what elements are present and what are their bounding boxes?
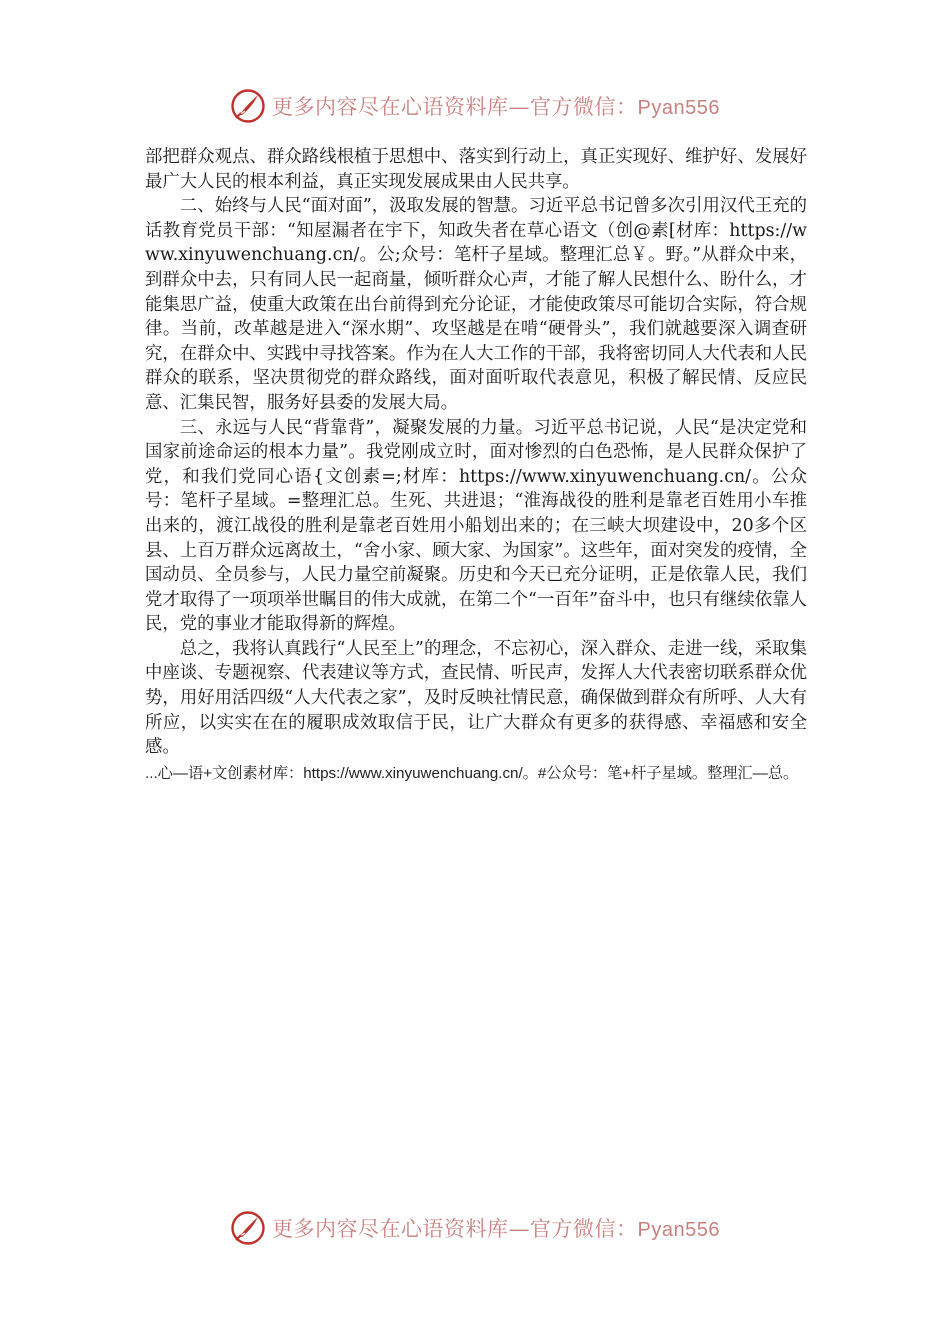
header-wechat-id: Pyan556: [637, 97, 720, 119]
document-body: [145, 145, 807, 786]
source-footnote: ...心—语+文创素材库：https://www.xinyuwenchuang.cn/。#公众号：笔+杆子星域。整理汇—总。: [145, 764, 799, 782]
footer-wechat-id: Pyan556: [637, 1219, 720, 1241]
paragraph-section-three: 三、永远与人民“背靠背”，凝聚发展的力量。习近平总书记说，人民“是决定党和国家前途命运的根本力量”。我党刚成立时，面对惨烈的白色恐怖，是人民群众保护了党，和我们党同心语{文创素=;材库：https://www.xinyuwenchuang.cn/。公众号：笔杆子星域。=整理汇总。生死、共进退；“淮海战役的胜利是靠老百姓用小车推出来的，渡江战役的胜利是靠老百姓用小船划出来的；在三峡大坝建设中，20多个区县、上百万群众远离故土，“舍小家、顾大家、为国家”。这些年，面对突发的疫情，全国动员、全员参与，人民力量空前凝聚。历史和今天已充分证明，正是依靠人民，我们党才取得了一项项举世瞩目的伟大成就，在第二个“一百年”奋斗中，也只有继续依靠人民，党的事业才能取得新的辉煌。: [145, 417, 807, 635]
quill-pen-logo-icon: [230, 88, 266, 124]
header-banner-label: 更多内容尽在心语资料库—官方微信：: [272, 95, 638, 119]
paragraph-section-two: 二、始终与人民“面对面”，汲取发展的智慧。习近平总书记曾多次引用汉代王充的话教育党员干部：“知屋漏者在宇下，知政失者在草心语文（创@素[材库：https://www.xinyuwenchuang.cn/。公;众号：笔杆子星域。整理汇总￥。野。”从群众中来，到群众中去，只有同人民一起商量，倾听群众心声，才能了解人民想什么、盼什么，才能集思广益，使重大政策在出台前得到充分论证，才能使政策尽可能切合实际，符合规律。当前，改革越是进入“深水期”、攻坚越是在啃“硬骨头”，我们就越要深入调查研究，在群众中、实践中寻找答案。作为在人大工作的干部，我将密切同人大代表和人民群众的联系，坚决贯彻党的群众路线，面对面听取代表意见，积极了解民情、反应民意、汇集民智，服务好县委的发展大局。: [145, 196, 807, 413]
paragraph-continued: 部把群众观点、群众路线根植于思想中、落实到行动上，真正实现好、维护好、发展好最广大人民的根本利益，真正实现发展成果由人民共享。: [145, 147, 807, 192]
footer-banner-text: [272, 1213, 720, 1243]
footer-banner: [0, 1204, 950, 1252]
quill-pen-logo-icon: [230, 1210, 266, 1246]
header-banner-text: [272, 91, 720, 121]
paragraph-conclusion: 总之，我将认真践行“人民至上”的理念，不忘初心，深入群众、走进一线，采取集中座谈、专题视察、代表建议等方式，查民情、听民声，发挥人大代表密切联系群众优势，用好用活四级“人大代表之家”，及时反映社情民意，确保做到群众有所呼、人大有所应，以实实在在的履职成效取信于民，让广大群众有更多的获得感、幸福感和安全感。: [145, 638, 807, 758]
footer-banner-label: 更多内容尽在心语资料库—官方微信：: [272, 1217, 638, 1241]
header-banner: [0, 82, 950, 130]
